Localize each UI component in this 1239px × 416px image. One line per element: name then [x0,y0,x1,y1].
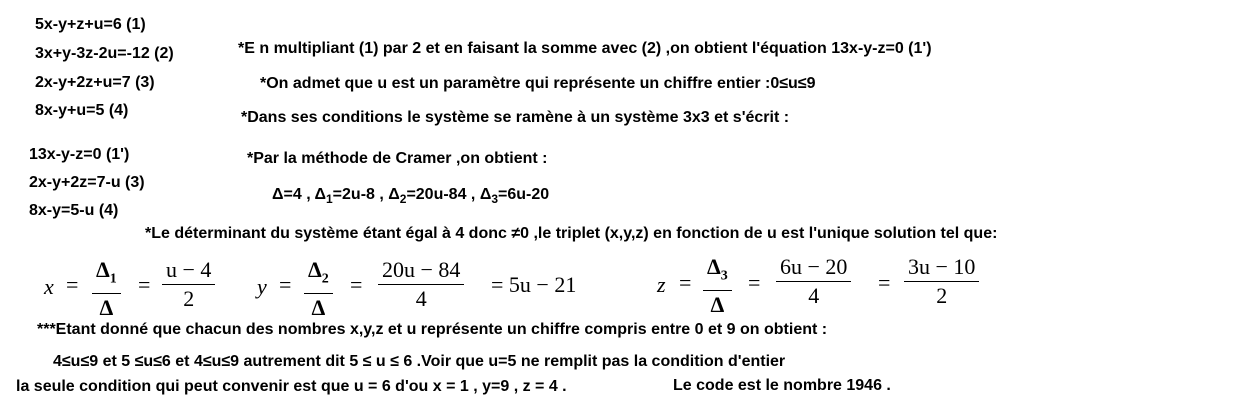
z-equals-2: = [748,270,761,295]
delta-subscript: 1 [109,271,117,287]
delta2-value: =20u-84 , [406,186,480,203]
note-reduce: *Dans ses conditions le système se ramène à un système 3x3 et s'écrit : [241,109,790,126]
z-fraction-u [776,255,851,308]
note-determinant: *Le déterminant du système étant égal à 4 donc ≠0 ,le triplet (x,y,z) en fonction de u est l'unique solution tel que: [145,225,998,242]
z-fraction-u-den: 4 [808,283,820,308]
x-equals-2: = [138,272,151,297]
z-fraction-simplified-den: 2 [936,283,948,308]
x-fraction-delta [92,258,121,320]
y-equals-1: = [279,272,292,297]
x-fraction-u-num: u − 4 [162,258,215,285]
delta1-value: =2u-8 , [332,186,389,203]
conclusion-inequalities: 4≤u≤9 et 5 ≤u≤6 et 4≤u≤9 autrement dit 5 ≤ u ≤ 6 .Voir que u=5 ne remplit pas la condition d'entier [53,353,786,370]
delta1-subscript: 1 [325,192,333,207]
delta2-subscript: 2 [399,192,407,207]
y-fraction-delta [304,258,333,320]
delta2-symbol: Δ [388,186,400,203]
z-fraction-delta-num: $\Delta_3$ [703,255,732,291]
y-fraction-u-num: 20u − 84 [378,258,464,285]
delta3-value: =6u-20 [498,186,550,203]
note-cramer: *Par la méthode de Cramer ,on obtient : [247,150,548,167]
y-equals-2: = [350,272,363,297]
conclusion-code: Le code est le nombre 1946 . [673,377,891,394]
z-fraction-u-num: 6u − 20 [776,255,851,282]
y-variable: y [257,274,267,299]
determinants-line [272,185,549,209]
y-fraction-delta-den: Δ [311,295,326,321]
delta-subscript: 2 [321,271,329,287]
delta1-symbol: Δ [314,186,326,203]
x-fraction-u-den: 2 [183,286,195,311]
system2-eq1: 13x-y-z=0 (1') [29,146,130,163]
z-equals-1: = [679,270,692,295]
system2-eq2: 2x-y+2z=7-u (3) [29,174,145,191]
x-variable: x [44,274,54,299]
z-fraction-simplified-num: 3u − 10 [904,255,979,282]
z-fraction-delta [703,255,732,317]
system2-eq3: 8x-y=5-u (4) [29,202,119,219]
x-fraction-delta-den: Δ [99,295,114,321]
z-fraction-delta-den: Δ [710,292,725,318]
y-result: = 5u − 21 [491,272,577,297]
x-fraction-delta-num: $\Delta_1$ [92,258,121,294]
z-fraction-simplified [904,255,979,308]
system1-eq4: 8x-y+u=5 (4) [35,102,129,119]
system1-eq1: 5x-y+z+u=6 (1) [35,16,146,33]
conclusion-intro: ***Etant donné que chacun des nombres x,y,z et u représente un chiffre compris entre 0 et 9 on obtient : [37,321,828,338]
note-parameter: *On admet que u est un paramètre qui représente un chiffre entier :0≤u≤9 [260,75,816,92]
delta-subscript: 3 [720,268,728,284]
y-fraction-u [378,258,464,311]
y-fraction-u-den: 4 [415,286,427,311]
delta-main: Δ=4 , [272,186,315,203]
x-fraction-u [162,258,215,311]
z-equals-3: = [878,270,891,295]
y-fraction-delta-num: $\Delta_2$ [304,258,333,294]
note-multiply: *E n multipliant (1) par 2 et en faisant la somme avec (2) ,on obtient l'équation 13x-y-z=0 (1') [238,40,932,57]
delta3-symbol: Δ [479,186,492,203]
system1-eq2: 3x+y-3z-2u=-12 (2) [35,45,174,62]
delta3-subscript: 3 [491,192,498,207]
z-variable: z [657,272,666,297]
x-equals-1: = [66,272,79,297]
system1-eq3: 2x-y+2z+u=7 (3) [35,74,155,91]
conclusion-solution: la seule condition qui peut convenir est que u = 6 d'ou x = 1 , y=9 , z = 4 . [16,378,567,395]
